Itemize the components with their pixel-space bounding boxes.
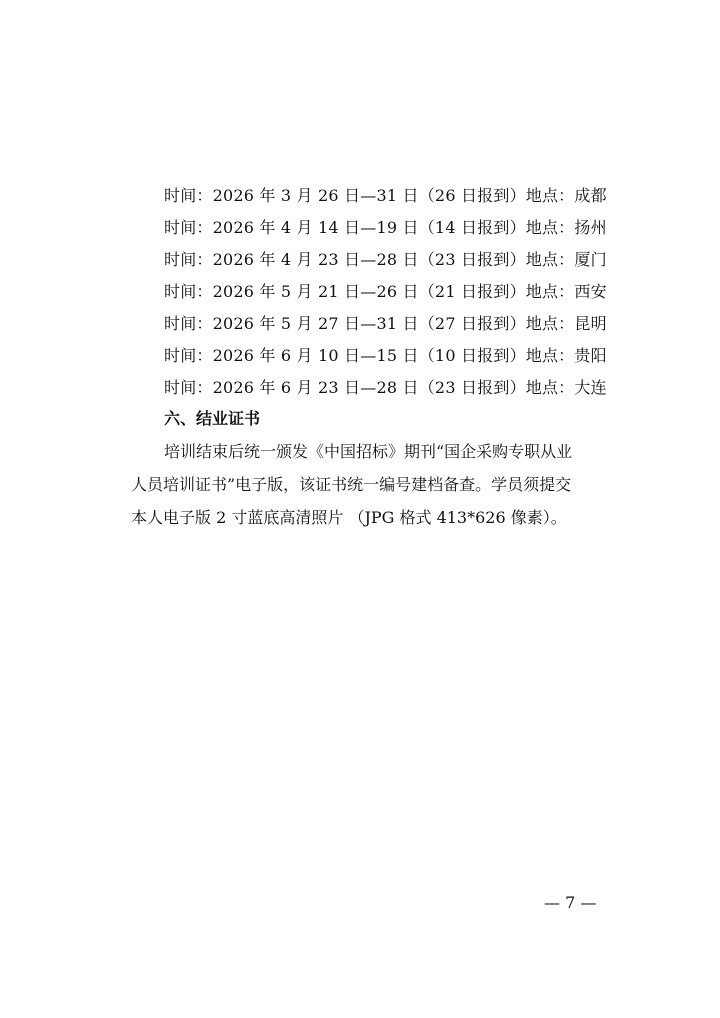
- paragraph-line: 人员培训证书”电子版，该证书统一编号建档备查。学员须提交: [131, 475, 572, 494]
- page-number: — 7 —: [544, 893, 597, 912]
- schedule-entry-xiamen: 时间：2026 年 4 月 23 日—28 日（23 日报到）地点：厦门: [164, 250, 607, 269]
- paragraph-line: 本人电子版 2 寸蓝底高清照片 （JPG 格式 413*626 像素）。: [131, 508, 567, 527]
- schedule-entry-chengdu: 时间：2026 年 3 月 26 日—31 日（26 日报到）地点：成都: [164, 186, 607, 205]
- schedule-entry-dalian: 时间：2026 年 6 月 23 日—28 日（23 日报到）地点：大连: [164, 378, 607, 397]
- schedule-entry-kunming: 时间：2026 年 5 月 27 日—31 日（27 日报到）地点：昆明: [164, 314, 607, 333]
- training-schedule: [164, 180, 607, 404]
- certificate-paragraph: [131, 435, 601, 534]
- schedule-entry-xian: 时间：2026 年 5 月 21 日—26 日（21 日报到）地点：西安: [164, 282, 607, 301]
- section-heading-certificate: 六、结业证书: [164, 409, 261, 428]
- schedule-entry-guiyang: 时间：2026 年 6 月 10 日—15 日（10 日报到）地点：贵阳: [164, 346, 607, 365]
- paragraph-line: 培训结束后统一颁发《中国招标》期刊“国企采购专职从业: [164, 442, 573, 461]
- schedule-entry-yangzhou: 时间：2026 年 4 月 14 日—19 日（14 日报到）地点：扬州: [164, 218, 607, 237]
